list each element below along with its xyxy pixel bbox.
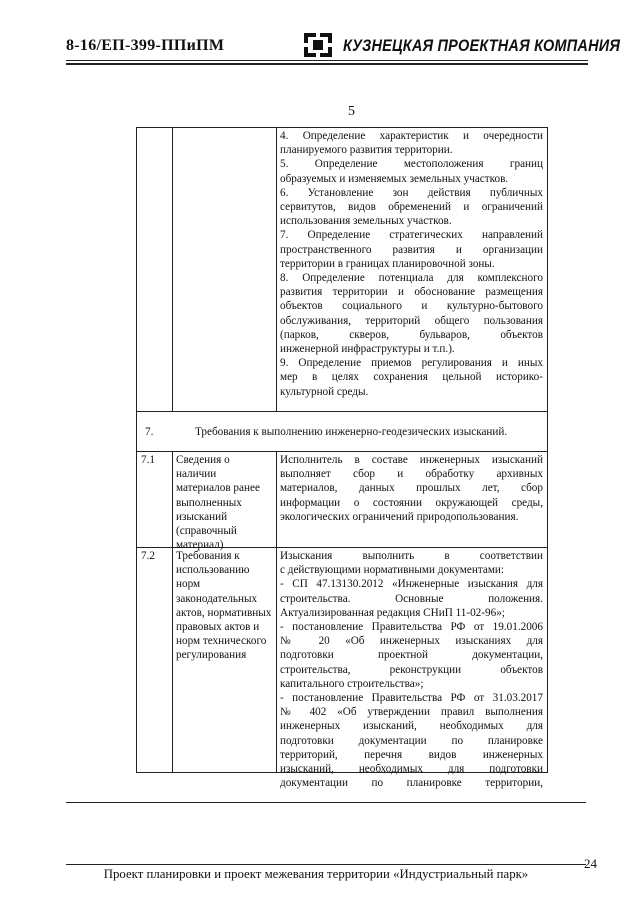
column-divider-2b bbox=[276, 452, 277, 773]
table-line: территории в границах планировочной зоны. bbox=[280, 257, 495, 270]
table-line: - СП 47.13130.2012 «Инженерные изыскания для bbox=[280, 578, 543, 591]
table-line: Исполнитель в составе инженерных изысканий bbox=[280, 454, 543, 466]
table-line: обслуживания, территорий общего пользования bbox=[280, 314, 543, 327]
table-line: (справочный bbox=[176, 525, 237, 538]
table-line: актов, нормативных bbox=[176, 606, 272, 619]
table-line: планируемого развития территории. bbox=[280, 144, 453, 157]
table-line: 5. Определение местоположения границ bbox=[280, 158, 543, 171]
footer-rule-bottom bbox=[66, 864, 586, 865]
table-line: инженерных изысканий, необходимых для bbox=[280, 720, 543, 733]
footer-title: Проект планировки и проект межевания территории «Индустриальный парк» bbox=[103, 867, 529, 881]
table-line: изысканий, необходимых для подготовки bbox=[280, 763, 543, 776]
table-line: правовых актов и bbox=[176, 621, 260, 634]
table-line: строительства. Основные положения. bbox=[280, 592, 543, 605]
table-line: объектов социального и культурно-бытового bbox=[280, 300, 543, 313]
row-divider-1 bbox=[137, 411, 547, 412]
continued-row-content bbox=[280, 129, 543, 399]
table-line: 4. Определение характеристик и очередности bbox=[280, 130, 543, 142]
column-divider-1b bbox=[172, 452, 173, 773]
table-line: изысканий bbox=[176, 510, 228, 523]
table-line: территорий, перечня видов инженерных bbox=[280, 748, 543, 761]
section-7-title: Требования к выполнению инженерно-геодезических изысканий. bbox=[195, 426, 508, 438]
table-line: материал) bbox=[176, 539, 224, 552]
table-line: подготовки проектной документации, bbox=[280, 649, 543, 662]
table-line: экологических ограничений природопользования. bbox=[280, 510, 519, 523]
table-line: 8. Определение потенциала для комплексного bbox=[280, 272, 543, 285]
table-line: строительства, реконструкции объектов bbox=[280, 663, 543, 676]
table-line: культурной среды. bbox=[280, 385, 369, 398]
row-7-2-title bbox=[176, 549, 274, 663]
table-line: 6. Установление зон действия публичных bbox=[280, 186, 543, 199]
table-line: выполняет сбор и обработку архивных bbox=[280, 468, 543, 481]
table-line: использованию bbox=[176, 564, 250, 577]
page-number: 5 bbox=[348, 104, 355, 119]
row-7-2-content bbox=[280, 549, 543, 790]
table-line: 9. Определение приемов регулирования и иных bbox=[280, 357, 543, 370]
row-7-1-title bbox=[176, 453, 274, 552]
table-line: норм bbox=[176, 578, 201, 591]
table-line: подготовки документации по планировке bbox=[280, 734, 543, 747]
doc-code: 8-16/ЕП-399-ППиПМ bbox=[66, 37, 225, 54]
table-line: развития территории и обоснование размещения bbox=[280, 286, 543, 299]
table-line: сервитутов, видов обременений и ограничений bbox=[280, 201, 543, 214]
table-line: выполненных bbox=[176, 496, 242, 509]
column-divider-2 bbox=[276, 128, 277, 411]
table-line: материалов ранее bbox=[176, 482, 260, 495]
table-line: капитального строительства»; bbox=[280, 677, 424, 690]
table-line: наличии bbox=[176, 468, 217, 481]
header-rule-bottom bbox=[66, 63, 588, 65]
column-divider-1 bbox=[172, 128, 173, 411]
table-line: - постановление Правительства РФ от 19.01.2006 bbox=[280, 621, 543, 634]
table-line: законодательных bbox=[176, 592, 258, 605]
table-line: мер в целях сохранения цельной историко- bbox=[280, 371, 543, 384]
requirements-table bbox=[136, 127, 548, 790]
table-line: 7. Определение стратегических направлений bbox=[280, 229, 543, 242]
row-7-1-number: 7.1 bbox=[141, 454, 155, 466]
company-name: КУЗНЕЦКАЯ ПРОЕКТНАЯ КОМПАНИЯ bbox=[343, 37, 621, 56]
row-7-2-number: 7.2 bbox=[141, 550, 155, 562]
table-line: (парков, скверов, бульваров, объектов bbox=[280, 328, 543, 341]
header-rule-top bbox=[66, 60, 588, 61]
table-line: Сведения о bbox=[176, 454, 230, 466]
row-7-1-content bbox=[280, 453, 543, 524]
kpk-logo-icon bbox=[304, 33, 332, 57]
table-line: - постановление Правительства РФ от 31.03.2017 bbox=[280, 692, 543, 705]
table-line: норм технического bbox=[176, 635, 267, 648]
table-line: Актуализированная редакция СНиП 11-02-96»; bbox=[280, 606, 505, 619]
table-line: материалов, данных прошлых лет, сбор bbox=[280, 482, 543, 495]
table-line: пространственного развития и организации bbox=[280, 243, 543, 256]
table-line: Требования к bbox=[176, 550, 240, 562]
table-line: с действующими нормативными документами: bbox=[280, 564, 504, 577]
table-line: образуемых и изменяемых земельных участков. bbox=[280, 172, 509, 185]
table-line: Изыскания выполнить в соответствии bbox=[280, 550, 543, 562]
row-divider-2 bbox=[137, 451, 547, 452]
table-line: № 20 «Об инженерных изысканиях для bbox=[280, 635, 543, 648]
footer-page-number: 24 bbox=[584, 856, 597, 871]
table-line: № 402 «Об утверждении правил выполнения bbox=[280, 706, 543, 719]
table-line: использования земельных участков. bbox=[280, 215, 452, 228]
table-line: документации по планировке территории, bbox=[280, 777, 543, 790]
section-7-number: 7. bbox=[145, 426, 154, 438]
table-line: информации о состоянии окружающей среды, bbox=[280, 496, 543, 509]
table-line: инженерной инфраструктуры и т.п.). bbox=[280, 343, 455, 356]
table-line: регулирования bbox=[176, 649, 247, 662]
footer-rule-top bbox=[66, 802, 586, 803]
